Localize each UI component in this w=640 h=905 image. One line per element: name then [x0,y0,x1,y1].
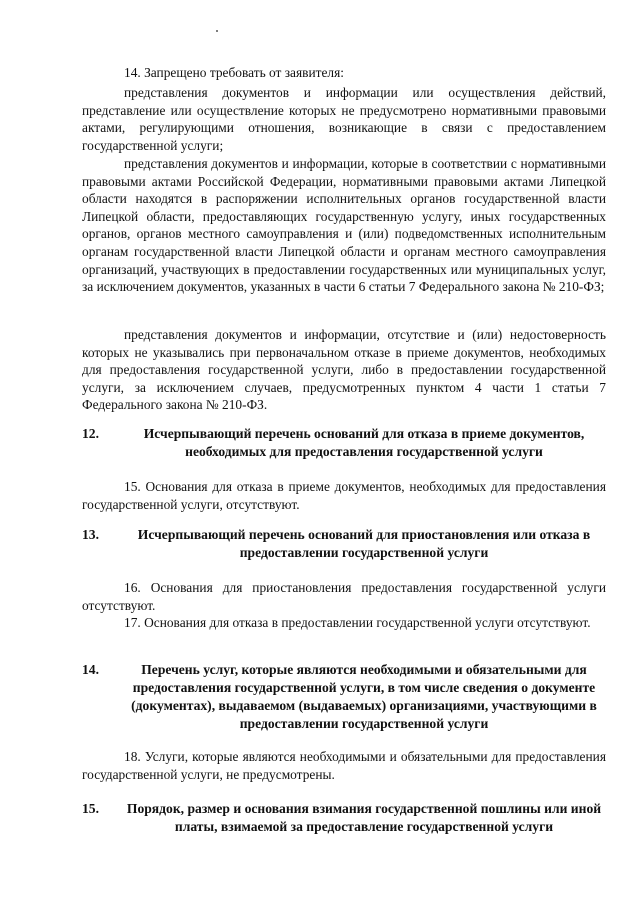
item-16: 16. Основания для приостановления предоставления государственной услуги отсутствуют. [82,580,606,613]
item-14-paragraph-2: представления документов и информации, которые в соответствии с нормативными правовыми актами Российской Федерации, нормативными правовыми актами Липецкой области находятся в распоряжении исполнительных органов государственной власти Липецкой области, предоставляющих государственную услугу, иных государственных органов, органов местного самоуправления и (или) подведомственных исполнительным органам государственной власти Липецкой области и органам местного самоуправления организаций, участвующих в предоставлении государственных или муниципальных услуг, за исключением документов, указанных в части 6 статьи 7 Федерального закона № 210-ФЗ; [82,156,606,295]
scan-speck [216,30,218,32]
section-14-title: Перечень услуг, которые являются необходимыми и обязательными для предоставления государственной услуги, в том числе сведения о документе (документах), выдаваемом (выдаваемых) организациями, участвующими в предоставлении государственной услуги [131,662,597,731]
section-15-number: 15. [82,801,99,816]
section-15-title: Порядок, размер и основания взимания государственной пошлины или иной платы, взимаемой за предоставление государственной услуги [126,801,602,834]
section-15-heading [82,800,610,836]
item-14-paragraph-3: представления документов и информации, отсутствие и (или) недостоверность которых не указывались при первоначальном отказе в приеме документов, необходимых для предоставления государственной услуги, либо в предоставлении государственной услуги, за исключением случаев, предусмотренных пунктом 4 части 1 статьи 7 Федерального закона № 210-ФЗ. [82,327,606,413]
section-13-number: 13. [82,527,99,542]
section-14-heading [82,661,610,733]
item-14-paragraph-1: представления документов и информации или осуществления действий, представление или осуществление которых не предусмотрено нормативными правовыми актами, регулирующими отношения, возникающие в связи с предоставлением государственной услуги; [82,85,606,153]
section-14-number: 14. [82,662,99,677]
section-12-title: Исчерпывающий перечень оснований для отказа в приеме документов, необходимых для предоставления государственной услуги [143,426,585,459]
item-14-intro: 14. Запрещено требовать от заявителя: [124,65,344,80]
section-12-heading [82,425,610,461]
item-18: 18. Услуги, которые являются необходимыми и обязательными для предоставления государственной услуги, не предусмотрены. [82,749,606,782]
item-15: 15. Основания для отказа в приеме документов, необходимых для предоставления государственной услуги, отсутствуют. [82,479,606,512]
section-13-heading [82,526,610,562]
section-13-title: Исчерпывающий перечень оснований для приостановления или отказа в предоставлении государственной услуги [137,527,591,560]
item-17: 17. Основания для отказа в предоставлении государственной услуги отсутствуют. [124,615,591,630]
section-12-number: 12. [82,426,99,441]
